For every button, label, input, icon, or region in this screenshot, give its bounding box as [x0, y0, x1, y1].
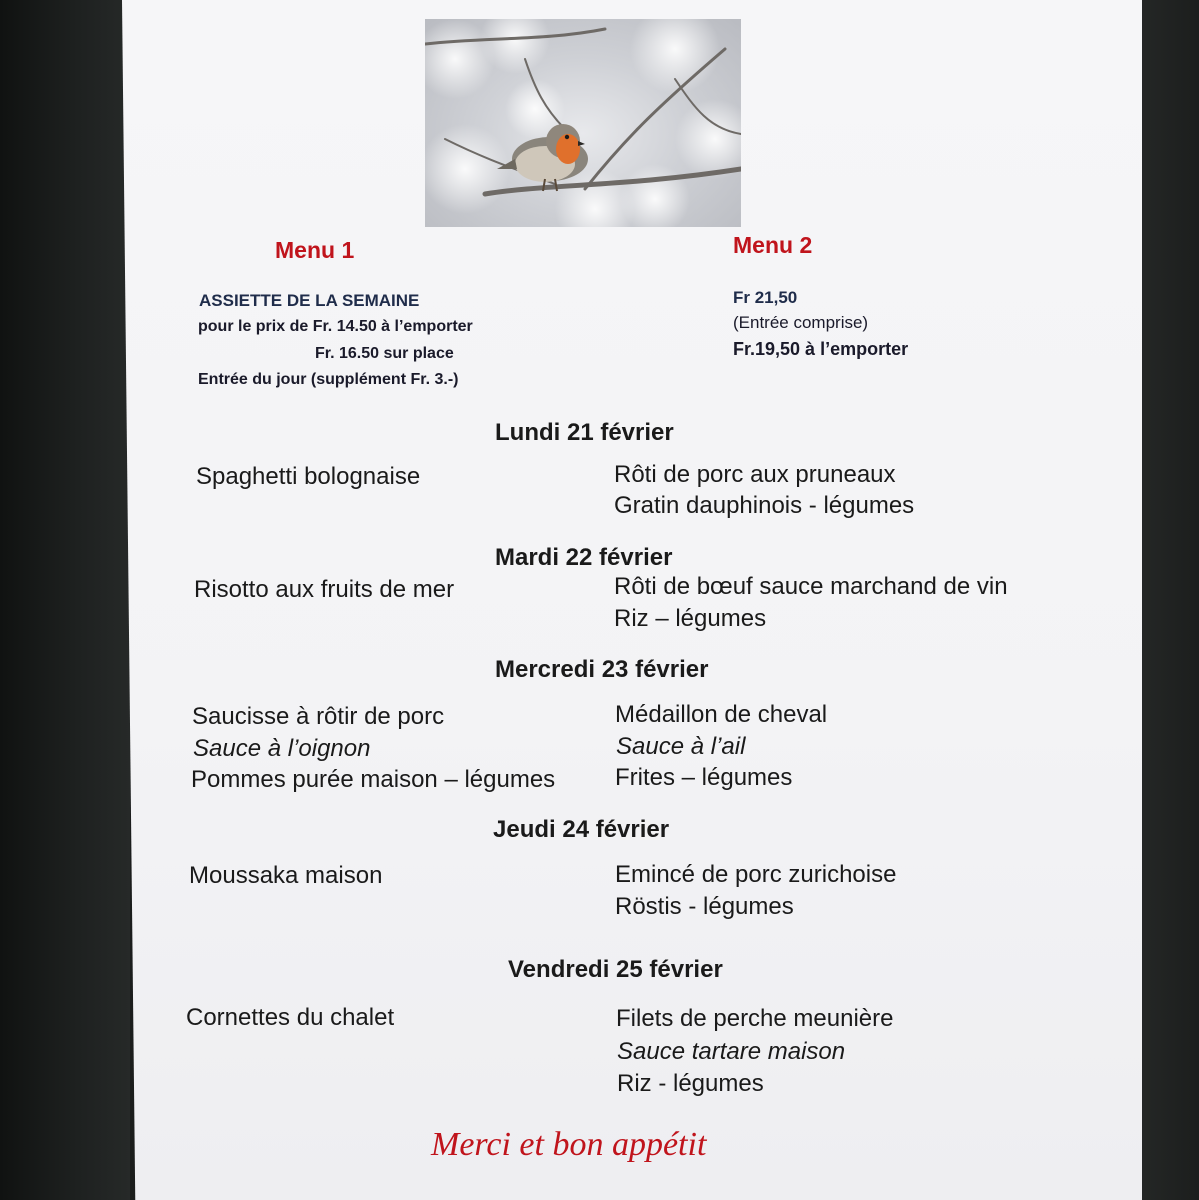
- menu1-title: ASSIETTE DE LA SEMAINE: [199, 291, 420, 310]
- thursday-menu2-dish: Emincé de porc zurichoise: [615, 861, 897, 888]
- footer-thanks: Merci et bon appétit: [431, 1126, 707, 1163]
- robin-photo: [425, 19, 741, 227]
- table-background-left: [0, 0, 130, 1200]
- monday-menu1-dish: Spaghetti bolognaise: [196, 463, 421, 490]
- thursday-menu1-dish: Moussaka maison: [189, 862, 383, 889]
- tuesday-menu2-side: Riz – légumes: [614, 605, 767, 632]
- wednesday-menu2-dish: Médaillon de cheval: [615, 701, 828, 728]
- menu1-starter: Entrée du jour (supplément Fr. 3.-): [198, 371, 459, 388]
- menu1-price-takeaway: pour le prix de Fr. 14.50 à l’emporter: [198, 318, 473, 335]
- thursday-menu2-side: Röstis - légumes: [615, 893, 794, 920]
- wednesday-menu1-dish: Saucisse à rôtir de porc: [192, 703, 445, 730]
- day-heading-tuesday: Mardi 22 février: [495, 544, 673, 571]
- robin-illustration: [425, 19, 741, 227]
- wednesday-menu1-side: Pommes purée maison – légumes: [191, 766, 556, 793]
- friday-menu2-sauce: Sauce tartare maison: [617, 1038, 846, 1065]
- day-heading-thursday: Jeudi 24 février: [493, 816, 670, 843]
- menu2-note: (Entrée comprise): [733, 313, 869, 332]
- day-heading-friday: Vendredi 25 février: [508, 956, 723, 983]
- wednesday-menu2-sauce: Sauce à l’ail: [616, 733, 746, 760]
- friday-menu2-side: Riz - légumes: [617, 1070, 764, 1097]
- monday-menu2-dish: Rôti de porc aux pruneaux: [614, 461, 896, 488]
- wednesday-menu2-side: Frites – légumes: [615, 764, 793, 791]
- friday-menu2-dish: Filets de perche meunière: [616, 1005, 894, 1032]
- day-heading-wednesday: Mercredi 23 février: [495, 656, 709, 683]
- friday-menu1-dish: Cornettes du chalet: [186, 1004, 395, 1031]
- menu2-takeaway: Fr.19,50 à l’emporter: [733, 339, 909, 359]
- menu1-price-onsite: Fr. 16.50 sur place: [315, 345, 454, 362]
- tuesday-menu1-dish: Risotto aux fruits de mer: [194, 576, 455, 603]
- menu2-price: Fr 21,50: [733, 288, 798, 307]
- menu1-heading: Menu 1: [275, 237, 355, 263]
- wednesday-menu1-sauce: Sauce à l’oignon: [193, 735, 371, 762]
- menu2-heading: Menu 2: [733, 232, 813, 258]
- monday-menu2-side: Gratin dauphinois - légumes: [614, 492, 915, 519]
- day-heading-monday: Lundi 21 février: [495, 419, 674, 446]
- tuesday-menu2-dish: Rôti de bœuf sauce marchand de vin: [614, 573, 1008, 600]
